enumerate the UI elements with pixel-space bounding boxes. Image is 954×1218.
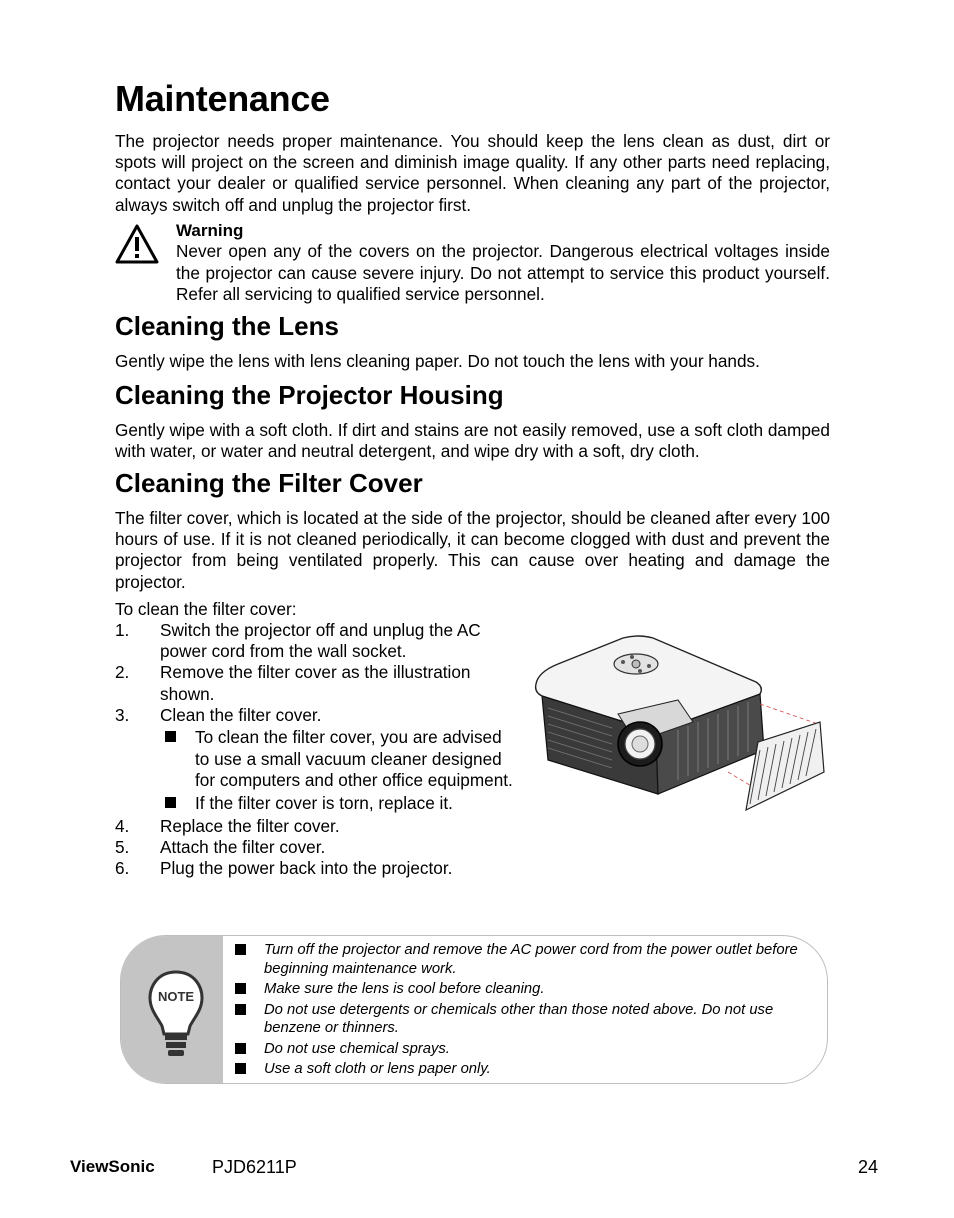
lens-heading: Cleaning the Lens (115, 311, 339, 341)
note-label: NOTE (157, 989, 195, 1004)
note-box (120, 935, 828, 1084)
step-number: 1. (115, 620, 130, 640)
step-text: Replace the filter cover. (160, 816, 340, 837)
bullet-square-icon (165, 797, 176, 808)
substep-text: To clean the filter cover, you are advised to use a small vacuum cleaner designed for computers and other office equipment. (195, 727, 513, 791)
warning-triangle-icon (115, 224, 159, 264)
step-number: 3. (115, 704, 130, 725)
steps-list (115, 620, 515, 880)
step-text: Switch the projector off and unplug the AC power cord from the wall socket. (160, 620, 481, 662)
note-text: Turn off the projector and remove the AC power cord from the power outlet before beginning maintenance work. (264, 942, 798, 977)
step-text: Remove the filter cover as the illustration shown. (160, 662, 471, 704)
step-3 (115, 705, 515, 726)
warning-title: Warning (176, 221, 244, 240)
note-text: Make sure the lens is cool before cleaning. (264, 981, 545, 997)
filter-text: The filter cover, which is located at the side of the projector, should be cleaned after every 100 hours of use. If it is not cleaned periodically, it can become clogged with dust and prevent the projector from being ventilated properly. This can cause over heating and damage the projector. (115, 508, 830, 592)
housing-heading: Cleaning the Projector Housing (115, 380, 504, 410)
note-list (233, 941, 818, 1081)
note-item (233, 980, 818, 999)
bullet-square-icon (235, 1063, 246, 1074)
page-number: 24 (858, 1157, 879, 1177)
page-title: Maintenance (115, 78, 330, 119)
note-lightbulb-icon (146, 968, 206, 1060)
step-text: Clean the filter cover. (160, 704, 322, 725)
step-6 (115, 858, 515, 879)
warning-text: Never open any of the covers on the projector. Dangerous electrical voltages inside the projector can cause severe injury. Do not attempt to service this product yourself. Refer all servicing to qualified service personnel. (176, 241, 830, 304)
lens-text: Gently wipe the lens with lens cleaning paper. Do not touch the lens with your hands. (115, 351, 760, 371)
intro-paragraph: The projector needs proper maintenance. You should keep the lens clean as dust, dirt or spots will project on the screen and diminish image quality. If any other parts need replacing, contact your dealer or qualified service personnel. When cleaning any part of the projector, always switch off and unplug the projector first. (115, 131, 830, 215)
note-text: Do not use chemical sprays. (264, 1040, 450, 1057)
substep-2 (115, 793, 515, 815)
substep-text: If the filter cover is torn, replace it. (195, 792, 453, 813)
step-4 (115, 816, 515, 837)
step-number: 6. (115, 858, 130, 879)
step-number: 5. (115, 837, 130, 858)
bullet-square-icon (165, 731, 176, 742)
note-item (233, 1001, 818, 1038)
bullet-square-icon (235, 1004, 246, 1015)
substep-1 (115, 727, 515, 792)
step-number: 4. (115, 816, 130, 837)
filter-heading: Cleaning the Filter Cover (115, 468, 423, 498)
housing-text: Gently wipe with a soft cloth. If dirt and stains are not easily removed, use a soft cloth damped with water, or water and neutral detergent, and wipe dry with a soft, dry cloth. (115, 420, 830, 462)
bullet-square-icon (235, 983, 246, 994)
steps-intro: To clean the filter cover: (115, 599, 297, 619)
step-number: 2. (115, 662, 130, 683)
step-text: Attach the filter cover. (160, 837, 326, 858)
note-item (233, 1040, 818, 1059)
note-text: Do not use detergents or chemicals other than those noted above. Do not use benzene or thinners. (264, 1001, 774, 1036)
note-item (233, 941, 818, 978)
footer-model: PJD6211P (212, 1157, 297, 1177)
bullet-square-icon (235, 1043, 246, 1054)
step-5 (115, 837, 515, 858)
bullet-square-icon (235, 944, 246, 955)
note-text: Use a soft cloth or lens paper only. (264, 1061, 491, 1077)
projector-filter-illustration (528, 632, 828, 817)
step-1 (115, 620, 515, 662)
step-2 (115, 662, 515, 704)
step-text: Plug the power back into the projector. (160, 858, 453, 879)
footer-brand: ViewSonic (70, 1157, 155, 1176)
note-item (233, 1060, 818, 1079)
note-sidebar (121, 936, 223, 1083)
